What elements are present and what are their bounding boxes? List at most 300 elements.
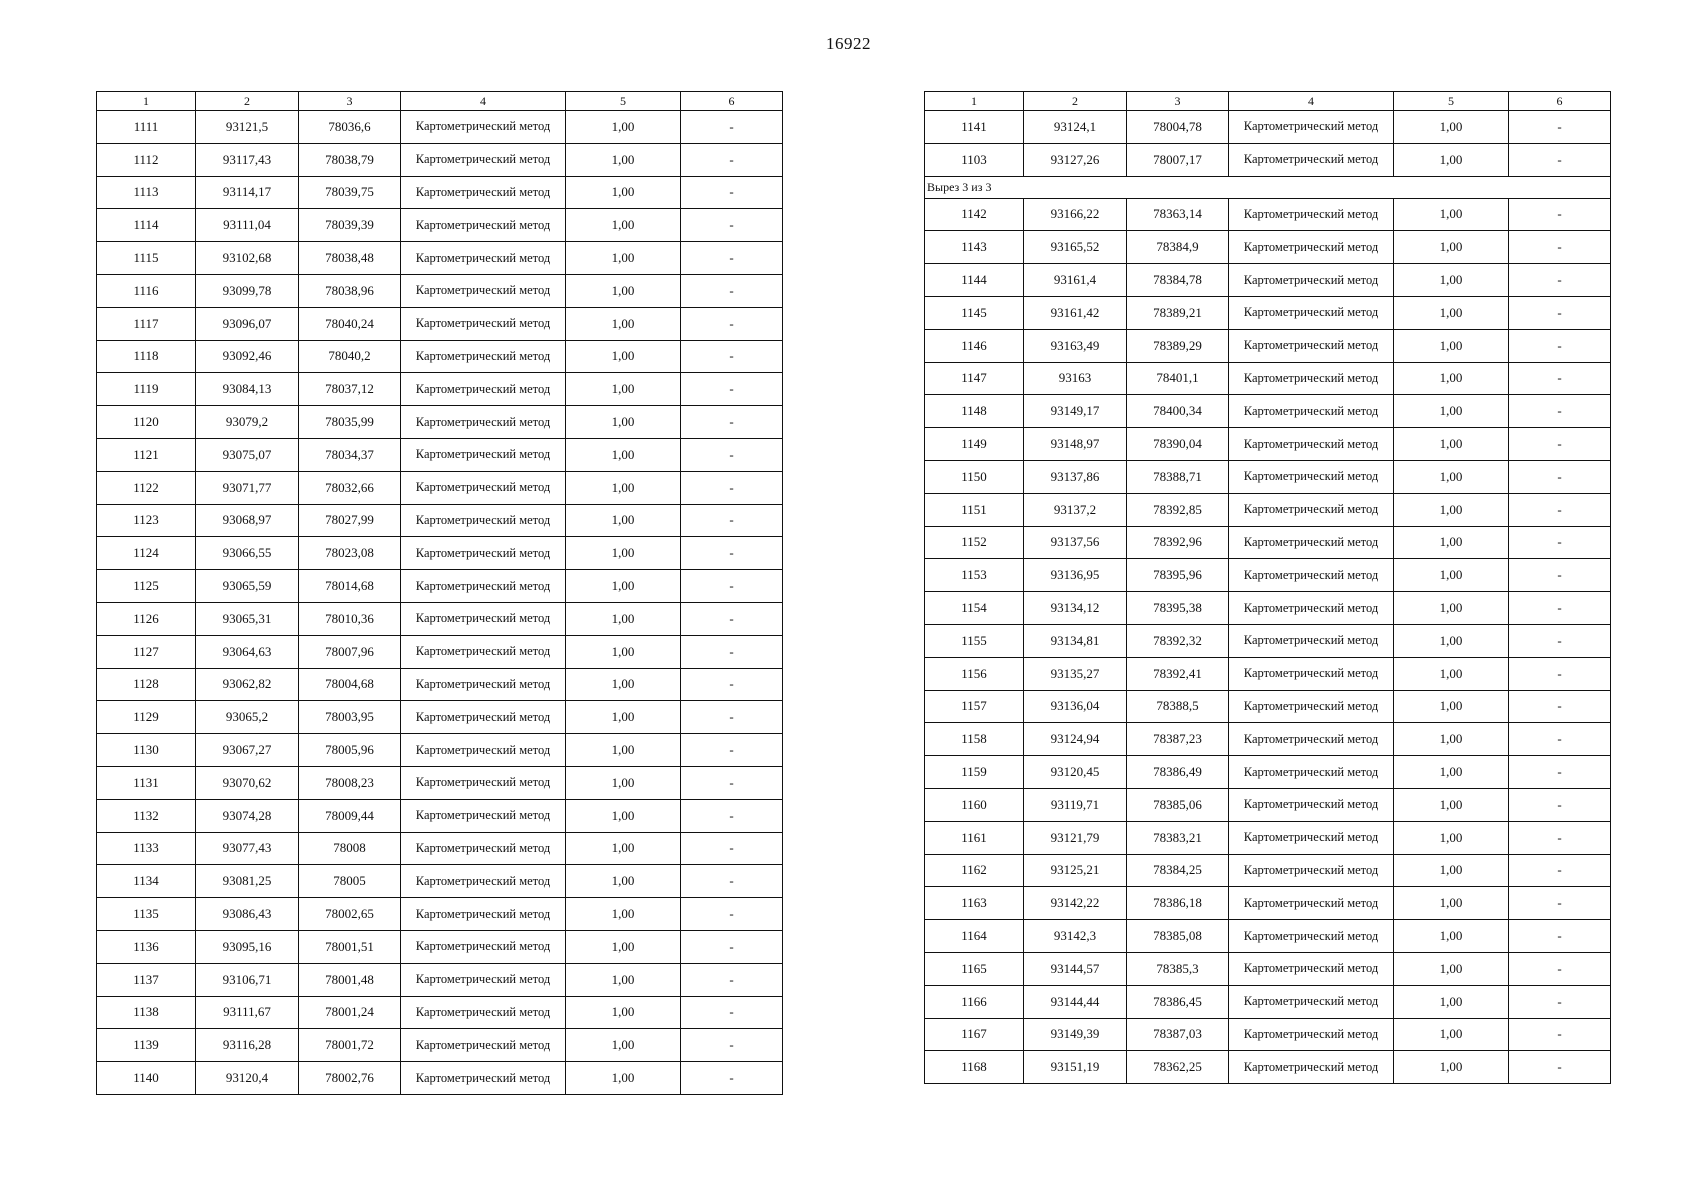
description-cell: - bbox=[681, 340, 783, 373]
x-coordinate-cell: 93161,42 bbox=[1024, 296, 1127, 329]
table-row bbox=[97, 373, 783, 406]
x-coordinate-cell: 93114,17 bbox=[196, 176, 299, 209]
column-header-1: 1 bbox=[97, 92, 196, 111]
accuracy-cell: 1,00 bbox=[1394, 231, 1509, 264]
x-coordinate-cell: 93134,81 bbox=[1024, 624, 1127, 657]
point-number-cell: 1130 bbox=[97, 734, 196, 767]
method-cell: Картометрический метод bbox=[401, 734, 566, 767]
x-coordinate-cell: 93067,27 bbox=[196, 734, 299, 767]
description-cell: - bbox=[1509, 111, 1611, 144]
column-header-6: 6 bbox=[681, 92, 783, 111]
accuracy-cell: 1,00 bbox=[566, 1062, 681, 1095]
y-coordinate-cell: 78389,29 bbox=[1127, 329, 1229, 362]
point-number-cell: 1163 bbox=[925, 887, 1024, 920]
y-coordinate-cell: 78001,24 bbox=[299, 996, 401, 1029]
description-cell: - bbox=[681, 176, 783, 209]
point-number-cell: 1128 bbox=[97, 668, 196, 701]
accuracy-cell: 1,00 bbox=[1394, 887, 1509, 920]
y-coordinate-cell: 78401,1 bbox=[1127, 362, 1229, 395]
y-coordinate-cell: 78038,96 bbox=[299, 274, 401, 307]
description-cell: - bbox=[681, 799, 783, 832]
accuracy-cell: 1,00 bbox=[566, 1029, 681, 1062]
accuracy-cell: 1,00 bbox=[566, 701, 681, 734]
point-number-cell: 1156 bbox=[925, 657, 1024, 690]
accuracy-cell: 1,00 bbox=[1394, 264, 1509, 297]
column-header-6: 6 bbox=[1509, 92, 1611, 111]
table-header-row bbox=[925, 92, 1611, 111]
description-cell: - bbox=[681, 602, 783, 635]
x-coordinate-cell: 93074,28 bbox=[196, 799, 299, 832]
y-coordinate-cell: 78005 bbox=[299, 865, 401, 898]
description-cell: - bbox=[1509, 231, 1611, 264]
point-number-cell: 1141 bbox=[925, 111, 1024, 144]
method-cell: Картометрический метод bbox=[1229, 887, 1394, 920]
table-row bbox=[97, 1062, 783, 1095]
method-cell: Картометрический метод bbox=[401, 1062, 566, 1095]
description-cell: - bbox=[681, 865, 783, 898]
x-coordinate-cell: 93092,46 bbox=[196, 340, 299, 373]
y-coordinate-cell: 78004,68 bbox=[299, 668, 401, 701]
y-coordinate-cell: 78388,71 bbox=[1127, 460, 1229, 493]
x-coordinate-cell: 93075,07 bbox=[196, 438, 299, 471]
accuracy-cell: 1,00 bbox=[1394, 723, 1509, 756]
coordinates-table-left bbox=[96, 91, 783, 1095]
x-coordinate-cell: 93137,56 bbox=[1024, 526, 1127, 559]
table-row bbox=[97, 406, 783, 439]
method-cell: Картометрический метод bbox=[1229, 493, 1394, 526]
y-coordinate-cell: 78003,95 bbox=[299, 701, 401, 734]
method-cell: Картометрический метод bbox=[401, 570, 566, 603]
point-number-cell: 1116 bbox=[97, 274, 196, 307]
page-number: 16922 bbox=[826, 34, 871, 53]
accuracy-cell: 1,00 bbox=[566, 832, 681, 865]
table-row bbox=[925, 329, 1611, 362]
x-coordinate-cell: 93163,49 bbox=[1024, 329, 1127, 362]
method-cell: Картометрический метод bbox=[1229, 329, 1394, 362]
point-number-cell: 1149 bbox=[925, 428, 1024, 461]
accuracy-cell: 1,00 bbox=[1394, 296, 1509, 329]
table-row bbox=[925, 624, 1611, 657]
point-number-cell: 1143 bbox=[925, 231, 1024, 264]
method-cell: Картометрический метод bbox=[1229, 723, 1394, 756]
x-coordinate-cell: 93119,71 bbox=[1024, 788, 1127, 821]
method-cell: Картометрический метод bbox=[1229, 920, 1394, 953]
table-row bbox=[97, 274, 783, 307]
description-cell: - bbox=[1509, 821, 1611, 854]
table-row bbox=[925, 887, 1611, 920]
table-row bbox=[97, 865, 783, 898]
description-cell: - bbox=[1509, 624, 1611, 657]
coordinates-table-right bbox=[924, 91, 1611, 1084]
accuracy-cell: 1,00 bbox=[1394, 920, 1509, 953]
y-coordinate-cell: 78001,72 bbox=[299, 1029, 401, 1062]
x-coordinate-cell: 93116,28 bbox=[196, 1029, 299, 1062]
x-coordinate-cell: 93151,19 bbox=[1024, 1051, 1127, 1084]
table-row bbox=[925, 559, 1611, 592]
table-row bbox=[925, 920, 1611, 953]
description-cell: - bbox=[681, 668, 783, 701]
method-cell: Картометрический метод bbox=[1229, 526, 1394, 559]
y-coordinate-cell: 78392,85 bbox=[1127, 493, 1229, 526]
x-coordinate-cell: 93149,17 bbox=[1024, 395, 1127, 428]
x-coordinate-cell: 93120,4 bbox=[196, 1062, 299, 1095]
accuracy-cell: 1,00 bbox=[1394, 624, 1509, 657]
description-cell: - bbox=[681, 963, 783, 996]
description-cell: - bbox=[681, 635, 783, 668]
method-cell: Картометрический метод bbox=[401, 701, 566, 734]
accuracy-cell: 1,00 bbox=[1394, 198, 1509, 231]
accuracy-cell: 1,00 bbox=[566, 340, 681, 373]
y-coordinate-cell: 78389,21 bbox=[1127, 296, 1229, 329]
method-cell: Картометрический метод bbox=[401, 274, 566, 307]
description-cell: - bbox=[681, 111, 783, 144]
accuracy-cell: 1,00 bbox=[566, 111, 681, 144]
table-row bbox=[925, 723, 1611, 756]
accuracy-cell: 1,00 bbox=[566, 438, 681, 471]
x-coordinate-cell: 93084,13 bbox=[196, 373, 299, 406]
method-cell: Картометрический метод bbox=[1229, 1018, 1394, 1051]
accuracy-cell: 1,00 bbox=[566, 176, 681, 209]
table-row bbox=[925, 985, 1611, 1018]
table-row bbox=[925, 854, 1611, 887]
table-row bbox=[97, 930, 783, 963]
table-row bbox=[97, 963, 783, 996]
description-cell: - bbox=[681, 734, 783, 767]
y-coordinate-cell: 78385,3 bbox=[1127, 952, 1229, 985]
y-coordinate-cell: 78385,06 bbox=[1127, 788, 1229, 821]
description-cell: - bbox=[681, 307, 783, 340]
description-cell: - bbox=[681, 1029, 783, 1062]
point-number-cell: 1120 bbox=[97, 406, 196, 439]
x-coordinate-cell: 93111,04 bbox=[196, 209, 299, 242]
x-coordinate-cell: 93136,04 bbox=[1024, 690, 1127, 723]
x-coordinate-cell: 93065,2 bbox=[196, 701, 299, 734]
x-coordinate-cell: 93117,43 bbox=[196, 143, 299, 176]
y-coordinate-cell: 78392,32 bbox=[1127, 624, 1229, 657]
y-coordinate-cell: 78039,75 bbox=[299, 176, 401, 209]
description-cell: - bbox=[681, 143, 783, 176]
y-coordinate-cell: 78001,51 bbox=[299, 930, 401, 963]
y-coordinate-cell: 78390,04 bbox=[1127, 428, 1229, 461]
point-number-cell: 1137 bbox=[97, 963, 196, 996]
table-row bbox=[925, 657, 1611, 690]
method-cell: Картометрический метод bbox=[401, 242, 566, 275]
description-cell: - bbox=[1509, 952, 1611, 985]
table-header-row bbox=[97, 92, 783, 111]
point-number-cell: 1115 bbox=[97, 242, 196, 275]
table-row bbox=[97, 143, 783, 176]
accuracy-cell: 1,00 bbox=[566, 963, 681, 996]
method-cell: Картометрический метод bbox=[1229, 143, 1394, 176]
table-row bbox=[97, 307, 783, 340]
x-coordinate-cell: 93081,25 bbox=[196, 865, 299, 898]
y-coordinate-cell: 78032,66 bbox=[299, 471, 401, 504]
point-number-cell: 1150 bbox=[925, 460, 1024, 493]
column-header-2: 2 bbox=[196, 92, 299, 111]
description-cell: - bbox=[1509, 854, 1611, 887]
description-cell: - bbox=[1509, 788, 1611, 821]
table-row bbox=[925, 460, 1611, 493]
point-number-cell: 1164 bbox=[925, 920, 1024, 953]
point-number-cell: 1138 bbox=[97, 996, 196, 1029]
column-header-3: 3 bbox=[1127, 92, 1229, 111]
description-cell: - bbox=[1509, 985, 1611, 1018]
method-cell: Картометрический метод bbox=[1229, 395, 1394, 428]
point-number-cell: 1103 bbox=[925, 143, 1024, 176]
table-row bbox=[925, 1018, 1611, 1051]
table-row bbox=[925, 592, 1611, 625]
method-cell: Картометрический метод bbox=[1229, 952, 1394, 985]
y-coordinate-cell: 78040,2 bbox=[299, 340, 401, 373]
method-cell: Картометрический метод bbox=[401, 766, 566, 799]
y-coordinate-cell: 78014,68 bbox=[299, 570, 401, 603]
x-coordinate-cell: 93124,1 bbox=[1024, 111, 1127, 144]
accuracy-cell: 1,00 bbox=[1394, 559, 1509, 592]
description-cell: - bbox=[681, 504, 783, 537]
method-cell: Картометрический метод bbox=[1229, 592, 1394, 625]
y-coordinate-cell: 78002,76 bbox=[299, 1062, 401, 1095]
y-coordinate-cell: 78035,99 bbox=[299, 406, 401, 439]
x-coordinate-cell: 93161,4 bbox=[1024, 264, 1127, 297]
description-cell: - bbox=[1509, 460, 1611, 493]
y-coordinate-cell: 78363,14 bbox=[1127, 198, 1229, 231]
point-number-cell: 1155 bbox=[925, 624, 1024, 657]
description-cell: - bbox=[1509, 329, 1611, 362]
accuracy-cell: 1,00 bbox=[566, 307, 681, 340]
y-coordinate-cell: 78023,08 bbox=[299, 537, 401, 570]
method-cell: Картометрический метод bbox=[401, 209, 566, 242]
method-cell: Картометрический метод bbox=[401, 471, 566, 504]
point-number-cell: 1124 bbox=[97, 537, 196, 570]
description-cell: - bbox=[681, 766, 783, 799]
accuracy-cell: 1,00 bbox=[566, 504, 681, 537]
description-cell: - bbox=[1509, 198, 1611, 231]
x-coordinate-cell: 93144,44 bbox=[1024, 985, 1127, 1018]
accuracy-cell: 1,00 bbox=[1394, 460, 1509, 493]
table-row bbox=[97, 1029, 783, 1062]
column-header-2: 2 bbox=[1024, 92, 1127, 111]
point-number-cell: 1119 bbox=[97, 373, 196, 406]
accuracy-cell: 1,00 bbox=[1394, 788, 1509, 821]
x-coordinate-cell: 93134,12 bbox=[1024, 592, 1127, 625]
point-number-cell: 1114 bbox=[97, 209, 196, 242]
description-cell: - bbox=[681, 1062, 783, 1095]
table-row bbox=[925, 264, 1611, 297]
table-row bbox=[97, 209, 783, 242]
x-coordinate-cell: 93099,78 bbox=[196, 274, 299, 307]
accuracy-cell: 1,00 bbox=[1394, 1018, 1509, 1051]
accuracy-cell: 1,00 bbox=[566, 209, 681, 242]
column-header-5: 5 bbox=[566, 92, 681, 111]
x-coordinate-cell: 93121,79 bbox=[1024, 821, 1127, 854]
method-cell: Картометрический метод bbox=[1229, 854, 1394, 887]
method-cell: Картометрический метод bbox=[401, 537, 566, 570]
x-coordinate-cell: 93095,16 bbox=[196, 930, 299, 963]
point-number-cell: 1152 bbox=[925, 526, 1024, 559]
method-cell: Картометрический метод bbox=[401, 963, 566, 996]
x-coordinate-cell: 93144,57 bbox=[1024, 952, 1127, 985]
point-number-cell: 1162 bbox=[925, 854, 1024, 887]
x-coordinate-cell: 93149,39 bbox=[1024, 1018, 1127, 1051]
y-coordinate-cell: 78392,41 bbox=[1127, 657, 1229, 690]
method-cell: Картометрический метод bbox=[1229, 198, 1394, 231]
table-row bbox=[925, 756, 1611, 789]
accuracy-cell: 1,00 bbox=[1394, 428, 1509, 461]
y-coordinate-cell: 78037,12 bbox=[299, 373, 401, 406]
x-coordinate-cell: 93066,55 bbox=[196, 537, 299, 570]
x-coordinate-cell: 93065,31 bbox=[196, 602, 299, 635]
y-coordinate-cell: 78036,6 bbox=[299, 111, 401, 144]
accuracy-cell: 1,00 bbox=[566, 143, 681, 176]
point-number-cell: 1146 bbox=[925, 329, 1024, 362]
table-row bbox=[97, 242, 783, 275]
description-cell: - bbox=[1509, 756, 1611, 789]
table-row bbox=[97, 176, 783, 209]
description-cell: - bbox=[681, 471, 783, 504]
description-cell: - bbox=[681, 373, 783, 406]
method-cell: Картометрический метод bbox=[401, 438, 566, 471]
y-coordinate-cell: 78007,96 bbox=[299, 635, 401, 668]
accuracy-cell: 1,00 bbox=[1394, 952, 1509, 985]
x-coordinate-cell: 93137,2 bbox=[1024, 493, 1127, 526]
description-cell: - bbox=[1509, 362, 1611, 395]
section-label: Вырез 3 из 3 bbox=[925, 176, 1611, 198]
x-coordinate-cell: 93166,22 bbox=[1024, 198, 1127, 231]
method-cell: Картометрический метод bbox=[401, 635, 566, 668]
accuracy-cell: 1,00 bbox=[1394, 329, 1509, 362]
y-coordinate-cell: 78384,25 bbox=[1127, 854, 1229, 887]
table-row bbox=[925, 231, 1611, 264]
x-coordinate-cell: 93096,07 bbox=[196, 307, 299, 340]
point-number-cell: 1139 bbox=[97, 1029, 196, 1062]
point-number-cell: 1127 bbox=[97, 635, 196, 668]
y-coordinate-cell: 78040,24 bbox=[299, 307, 401, 340]
y-coordinate-cell: 78395,96 bbox=[1127, 559, 1229, 592]
point-number-cell: 1117 bbox=[97, 307, 196, 340]
y-coordinate-cell: 78038,79 bbox=[299, 143, 401, 176]
table-row bbox=[97, 832, 783, 865]
description-cell: - bbox=[681, 898, 783, 931]
method-cell: Картометрический метод bbox=[1229, 657, 1394, 690]
point-number-cell: 1113 bbox=[97, 176, 196, 209]
table-row bbox=[97, 668, 783, 701]
accuracy-cell: 1,00 bbox=[566, 734, 681, 767]
table-row bbox=[97, 570, 783, 603]
table-row bbox=[925, 296, 1611, 329]
point-number-cell: 1147 bbox=[925, 362, 1024, 395]
y-coordinate-cell: 78386,18 bbox=[1127, 887, 1229, 920]
method-cell: Картометрический метод bbox=[401, 307, 566, 340]
y-coordinate-cell: 78383,21 bbox=[1127, 821, 1229, 854]
accuracy-cell: 1,00 bbox=[1394, 821, 1509, 854]
description-cell: - bbox=[1509, 264, 1611, 297]
y-coordinate-cell: 78384,9 bbox=[1127, 231, 1229, 264]
point-number-cell: 1153 bbox=[925, 559, 1024, 592]
x-coordinate-cell: 93127,26 bbox=[1024, 143, 1127, 176]
description-cell: - bbox=[681, 209, 783, 242]
point-number-cell: 1161 bbox=[925, 821, 1024, 854]
table-row bbox=[97, 602, 783, 635]
table-row bbox=[925, 111, 1611, 144]
description-cell: - bbox=[1509, 920, 1611, 953]
description-cell: - bbox=[1509, 493, 1611, 526]
point-number-cell: 1144 bbox=[925, 264, 1024, 297]
table-row bbox=[97, 111, 783, 144]
method-cell: Картометрический метод bbox=[401, 406, 566, 439]
accuracy-cell: 1,00 bbox=[1394, 1051, 1509, 1084]
table-row bbox=[925, 198, 1611, 231]
y-coordinate-cell: 78362,25 bbox=[1127, 1051, 1229, 1084]
accuracy-cell: 1,00 bbox=[1394, 657, 1509, 690]
point-number-cell: 1112 bbox=[97, 143, 196, 176]
y-coordinate-cell: 78034,37 bbox=[299, 438, 401, 471]
x-coordinate-cell: 93148,97 bbox=[1024, 428, 1127, 461]
column-header-4: 4 bbox=[1229, 92, 1394, 111]
description-cell: - bbox=[1509, 143, 1611, 176]
x-coordinate-cell: 93065,59 bbox=[196, 570, 299, 603]
y-coordinate-cell: 78008 bbox=[299, 832, 401, 865]
x-coordinate-cell: 93079,2 bbox=[196, 406, 299, 439]
description-cell: - bbox=[681, 438, 783, 471]
x-coordinate-cell: 93124,94 bbox=[1024, 723, 1127, 756]
table-row bbox=[97, 898, 783, 931]
x-coordinate-cell: 93135,27 bbox=[1024, 657, 1127, 690]
method-cell: Картометрический метод bbox=[1229, 788, 1394, 821]
point-number-cell: 1145 bbox=[925, 296, 1024, 329]
column-header-5: 5 bbox=[1394, 92, 1509, 111]
description-cell: - bbox=[1509, 1018, 1611, 1051]
table-row bbox=[925, 428, 1611, 461]
method-cell: Картометрический метод bbox=[1229, 264, 1394, 297]
method-cell: Картометрический метод bbox=[401, 504, 566, 537]
accuracy-cell: 1,00 bbox=[1394, 395, 1509, 428]
method-cell: Картометрический метод bbox=[401, 1029, 566, 1062]
x-coordinate-cell: 93142,3 bbox=[1024, 920, 1127, 953]
description-cell: - bbox=[681, 242, 783, 275]
point-number-cell: 1132 bbox=[97, 799, 196, 832]
y-coordinate-cell: 78395,38 bbox=[1127, 592, 1229, 625]
accuracy-cell: 1,00 bbox=[566, 274, 681, 307]
x-coordinate-cell: 93086,43 bbox=[196, 898, 299, 931]
y-coordinate-cell: 78007,17 bbox=[1127, 143, 1229, 176]
x-coordinate-cell: 93106,71 bbox=[196, 963, 299, 996]
x-coordinate-cell: 93062,82 bbox=[196, 668, 299, 701]
accuracy-cell: 1,00 bbox=[566, 537, 681, 570]
point-number-cell: 1121 bbox=[97, 438, 196, 471]
y-coordinate-cell: 78004,78 bbox=[1127, 111, 1229, 144]
point-number-cell: 1133 bbox=[97, 832, 196, 865]
description-cell: - bbox=[681, 537, 783, 570]
table-row bbox=[97, 996, 783, 1029]
section-row bbox=[925, 176, 1611, 198]
description-cell: - bbox=[1509, 690, 1611, 723]
method-cell: Картометрический метод bbox=[401, 111, 566, 144]
y-coordinate-cell: 78005,96 bbox=[299, 734, 401, 767]
point-number-cell: 1160 bbox=[925, 788, 1024, 821]
description-cell: - bbox=[1509, 428, 1611, 461]
column-header-1: 1 bbox=[925, 92, 1024, 111]
accuracy-cell: 1,00 bbox=[566, 242, 681, 275]
x-coordinate-cell: 93071,77 bbox=[196, 471, 299, 504]
y-coordinate-cell: 78400,34 bbox=[1127, 395, 1229, 428]
method-cell: Картометрический метод bbox=[1229, 756, 1394, 789]
table-row bbox=[97, 734, 783, 767]
y-coordinate-cell: 78386,49 bbox=[1127, 756, 1229, 789]
description-cell: - bbox=[1509, 887, 1611, 920]
description-cell: - bbox=[1509, 592, 1611, 625]
method-cell: Картометрический метод bbox=[1229, 428, 1394, 461]
method-cell: Картометрический метод bbox=[1229, 231, 1394, 264]
